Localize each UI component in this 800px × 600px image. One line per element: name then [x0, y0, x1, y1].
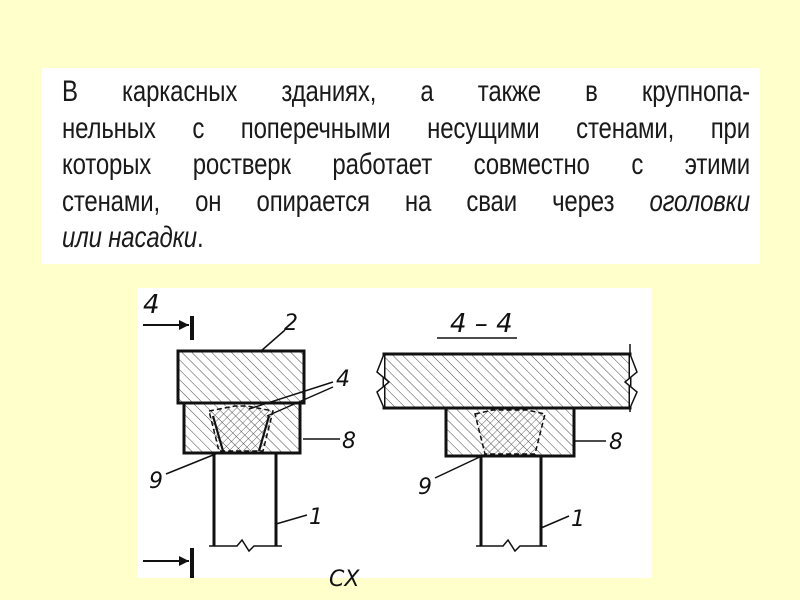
- bottom-caption-fragment: СХ: [329, 567, 360, 592]
- cap-socket-outline-section: [475, 410, 545, 454]
- break-line-icon: [209, 540, 282, 551]
- label-cap: 4: [336, 367, 350, 392]
- section-title: 4 – 4: [450, 309, 513, 339]
- figure-panel: [137, 288, 652, 592]
- text-line-3: которых ростверк работает совместно с этими: [62, 148, 750, 181]
- text-line-2: нельных с поперечными несущими стенами, при: [62, 111, 750, 145]
- label-joint: 9: [149, 469, 163, 494]
- label-pile: 1: [309, 505, 323, 530]
- text-line-5: [62, 220, 750, 257]
- text-line-4-italic: оголовки: [649, 184, 750, 218]
- body-text: [62, 74, 750, 257]
- text-line-4: [62, 184, 750, 221]
- section-arrowhead-top: [179, 320, 189, 330]
- text-line-1: В каркасных зданиях, а также в крупнопа-: [62, 75, 750, 108]
- text-line-5-plain: .: [196, 221, 204, 254]
- label-joint-section: 9: [418, 475, 432, 500]
- grillage-slab-section: [384, 354, 630, 408]
- text-panel: [42, 68, 760, 264]
- leader-pile: [276, 515, 307, 524]
- text-line-4-plain: стенами, он опирается на сваи через: [62, 184, 615, 218]
- section-arrowhead-bottom: [179, 556, 189, 566]
- leader-joint-section: [435, 454, 486, 478]
- right-view: [377, 309, 637, 551]
- cap-socket-outline: [209, 406, 273, 451]
- grillage-slab: [178, 351, 304, 403]
- label-pile-section: 1: [571, 507, 585, 532]
- left-view: [143, 290, 356, 578]
- text-line-5-italic: или насадки: [62, 221, 197, 254]
- section-mark-top-label: 4: [143, 290, 160, 320]
- break-line-icon-section: [476, 540, 547, 551]
- leader-grillage: [261, 330, 285, 351]
- label-grillage: 2: [284, 311, 298, 336]
- leader-pile-section: [541, 516, 569, 528]
- label-head: 8: [342, 429, 356, 454]
- label-head-section: 8: [609, 430, 623, 455]
- pile-cap-drawing: [137, 288, 652, 592]
